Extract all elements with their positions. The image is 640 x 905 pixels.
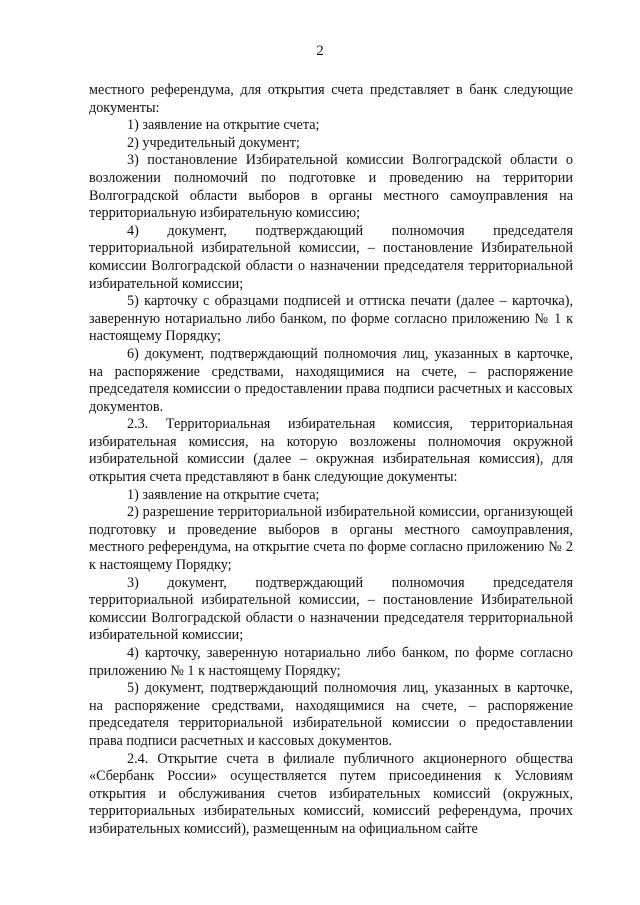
list-item: 2) разрешение территориальной избирательной комиссии, организующей подготовку и проведение выборов в органы местного самоуправления, местного референдума, на открытие счета по форме согласно приложению № 2 к настоящему Порядку;: [89, 504, 573, 574]
list-item: 4) документ, подтверждающий полномочия председателя территориальной избирательной комиссии, – постановление Избирательной комиссии Волгоградской области о назначении председателя территориальной избирательной комиссии;: [89, 222, 573, 292]
page-number: 2: [316, 43, 324, 59]
list-item: 6) документ, подтверждающий полномочия лиц, указанных в карточке, на распоряжение средствами, находящимися на счете, – распоряжение председателя комиссии о предоставлении права подписи расчетных и кассовых документов.: [89, 345, 573, 415]
paragraph: местного референдума, для открытия счета представляет в банк следующие документы:: [89, 82, 573, 116]
list-item: 4) карточку, заверенную нотариально либо банком, по форме согласно приложению № 1 к настоящему Порядку;: [89, 645, 573, 679]
list-item: 5) карточку с образцами подписей и оттиска печати (далее – карточка), заверенную нотариально либо банком, по форме согласно приложению № 1 к настоящему Порядку;: [89, 293, 573, 345]
section-paragraph: 2.3. Территориальная избирательная комиссия, территориальная избирательная комиссия, на которую возложены полномочия окружной избирательной комиссии (далее – окружная избирательная комиссия), для открытия счета представляют в банк следующие документы:: [89, 416, 573, 486]
list-item: 2) учредительный документ;: [127, 134, 300, 151]
document-body: [89, 82, 573, 839]
list-item: 3) документ, подтверждающий полномочия председателя территориальной избирательной комиссии, – постановление Избирательной комиссии Волгоградской области о назначении председателя территориальной избирательной комиссии;: [89, 574, 573, 644]
list-item: 5) документ, подтверждающий полномочия лиц, указанных в карточке, на распоряжение средствами, находящимися на счете, – распоряжение председателя территориальной избирательной комиссии о предоставлении права подписи расчетных и кассовых документов.: [89, 680, 573, 749]
section-paragraph: 2.4. Открытие счета в филиале публичного акционерного общества «Сбербанк России» осуществляется путем присоединения к Условиям открытия и обслуживания счетов избирательных комиссий (окружных, территориальных избирательных комиссий, комиссий референдума, прочих избирательных комиссий), размещенным на официальном сайте: [89, 750, 573, 837]
list-item: 1) заявление на открытие счета;: [127, 117, 320, 134]
list-item: 1) заявление на открытие счета;: [127, 486, 320, 503]
list-item: 3) постановление Избирательной комиссии Волгоградской области о возложении полномочий по подготовке и проведению на территории Волгоградской области выборов в органы местного самоуправления на территориальную избирательную комиссию;: [89, 152, 573, 222]
